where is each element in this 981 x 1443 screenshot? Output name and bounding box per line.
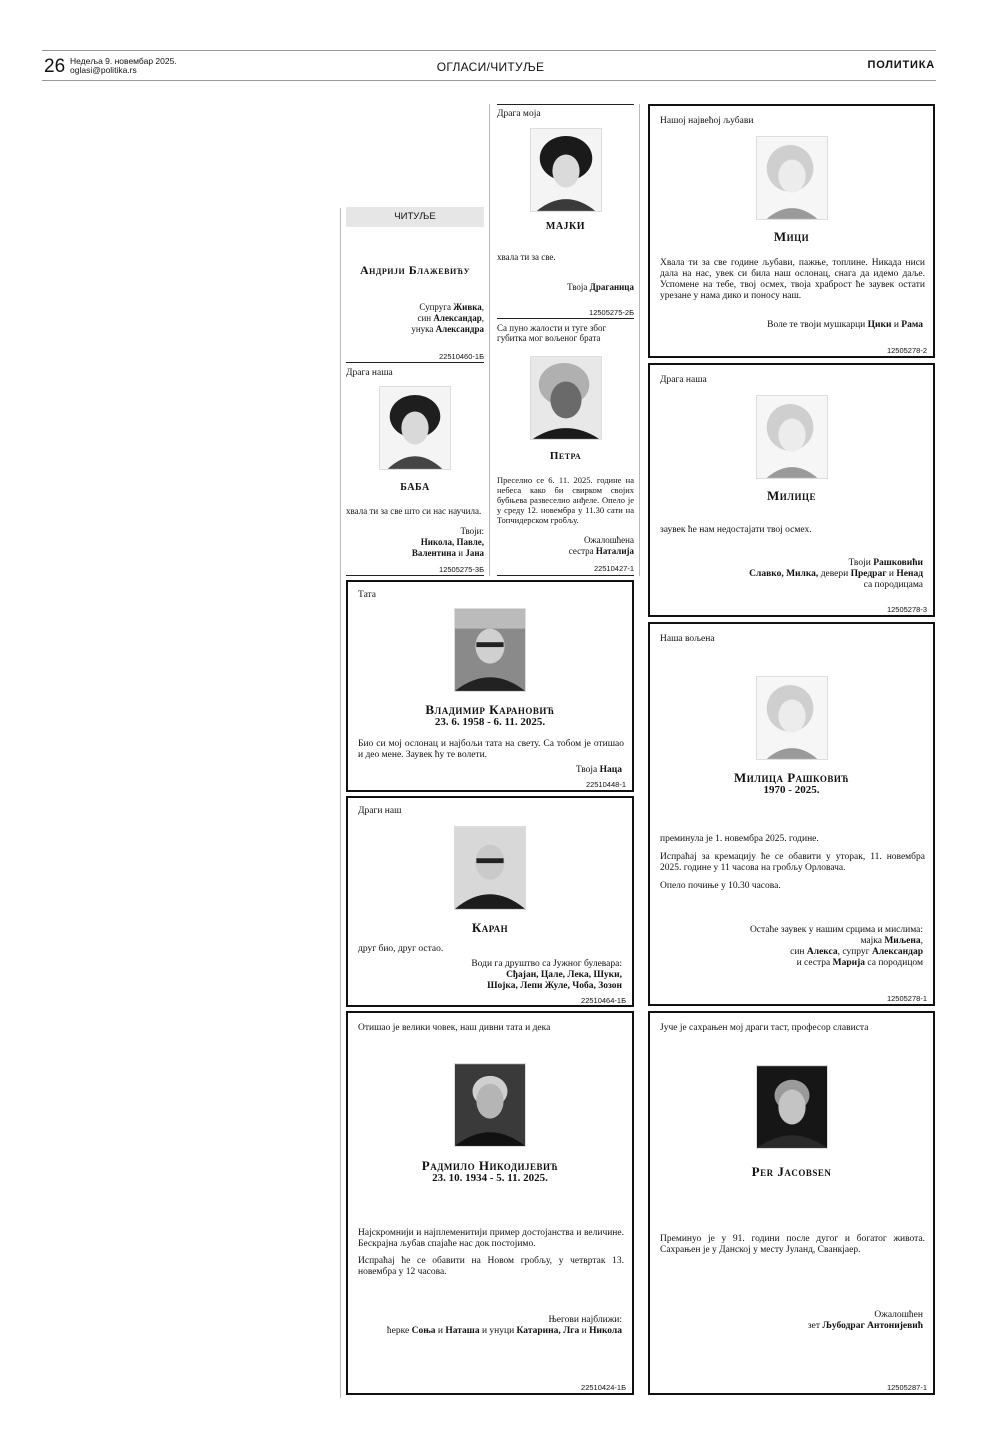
ad-code: 22510460-1Б <box>439 352 484 361</box>
intro-text: Драга моја <box>497 109 541 119</box>
signature-line: и сестра Марија са породицом <box>796 958 923 968</box>
signature: Твоја Наца <box>575 765 622 775</box>
ad-code: 22510464-1Б <box>581 996 626 1005</box>
signature: Воле те твоји мушкарци Цики и Рама <box>767 320 923 330</box>
signature-line: Води га друштво са Јужног булевара: <box>471 959 622 969</box>
message-text: заувек ће нам недостајати твој осмех. <box>660 525 812 535</box>
portrait-photo <box>756 136 828 220</box>
page-number: 26 <box>44 56 66 77</box>
ad-code: 12505275-3Б <box>439 565 484 574</box>
signature-line: зет Љубодраг Антонијевић <box>807 1321 923 1331</box>
obituary-mici <box>648 104 935 358</box>
deceased-name: Петра <box>549 450 582 462</box>
signature-line: син Александар, <box>417 313 484 323</box>
signature-line: Твоји: <box>460 526 484 536</box>
intro-text: Драга наша <box>660 375 707 385</box>
ad-code: 22510424-1Б <box>581 1383 626 1392</box>
ad-code: 12505275-2Б <box>589 308 634 317</box>
message-text: Опело почиње у 10.30 часова. <box>660 881 781 891</box>
deceased-name: Мици <box>773 229 810 244</box>
deceased-name: МАЈКИ <box>545 221 586 232</box>
signature-line: унука Александра <box>411 324 484 334</box>
intro-text: Нашој највећој љубави <box>660 116 754 126</box>
portrait-image <box>455 609 525 691</box>
divider <box>497 575 634 576</box>
obituary-per <box>648 1011 935 1395</box>
column-rule-right <box>639 104 640 576</box>
signature-line: сестра Наталија <box>568 546 634 556</box>
divider <box>497 104 634 105</box>
portrait-image <box>380 387 450 469</box>
signature-line: мајка Миљена, <box>860 936 923 946</box>
portrait-image <box>531 357 601 439</box>
message-text: Најскромнији и најплеменитији пример достојанства и величине. Бескрајна љубав спајаће нас док постојимо. <box>358 1228 624 1249</box>
portrait-image <box>757 137 827 219</box>
signature <box>497 535 634 557</box>
obituary-radmilo <box>346 1011 634 1395</box>
header-bottom-rule <box>42 80 936 81</box>
obituary-milice <box>648 363 935 617</box>
deceased-name: Милице <box>767 488 816 503</box>
divider <box>346 362 484 363</box>
signature-line: Твоји Рашковићи <box>848 558 923 568</box>
section-title: ОГЛАСИ/ЧИТУЉЕ <box>436 60 545 74</box>
portrait-image <box>531 129 601 211</box>
divider <box>346 575 484 576</box>
signature-line: Његови најближи: <box>548 1315 622 1325</box>
newspaper-logo: ПОЛИТИКА <box>867 59 935 71</box>
ad-code: 22510427-1 <box>593 564 634 573</box>
column-rule-left <box>340 208 341 1398</box>
life-dates: 1970 - 2025. <box>763 784 820 796</box>
portrait-photo <box>454 826 526 910</box>
ad-code: 12505278-3 <box>886 605 927 614</box>
portrait-image <box>757 1066 827 1148</box>
obituary-karan <box>346 796 634 1007</box>
portrait-photo <box>454 1063 526 1147</box>
intro-text: Јуче је сахрањен мој драги таст, професор слависта <box>660 1023 869 1033</box>
ad-code: 12505278-2 <box>886 346 927 355</box>
message-text: Испраћај ће се обавити на Новом гробљу, у четвртак 13. новембра у 12 часова. <box>358 1256 624 1277</box>
obituary-baba <box>346 364 484 576</box>
message-text: хвала ти за све. <box>497 252 556 262</box>
portrait-image <box>455 1064 525 1146</box>
header-top-rule <box>42 50 936 51</box>
signature <box>356 1315 622 1337</box>
signature-line: Шојка, Лепи Жуле, Чоба, Зозон <box>487 981 622 991</box>
portrait-photo <box>530 128 602 212</box>
portrait-photo <box>756 676 828 760</box>
signature-line: Никола, Павле, <box>420 537 484 547</box>
signature-line: Сђајан, Цале, Лека, Шуки, <box>506 970 622 980</box>
intro-text: Драга наша <box>346 368 393 378</box>
obituary-label: ЧИТУЉЕ <box>346 207 484 227</box>
life-dates: 23. 10. 1934 - 5. 11. 2025. <box>432 1172 548 1184</box>
portrait-photo <box>379 386 451 470</box>
column-rule-mid <box>489 104 490 576</box>
signature: Твоја Драганица <box>567 282 634 292</box>
signature <box>658 1310 923 1332</box>
signature <box>658 558 923 591</box>
signature <box>346 526 484 559</box>
deceased-name: Каран <box>471 920 509 935</box>
signature-line: син Алекса, супруг Александар <box>790 947 923 957</box>
ad-code: 12505287-1 <box>886 1383 927 1392</box>
signature <box>658 925 923 969</box>
portrait-photo <box>530 356 602 440</box>
life-dates: 23. 6. 1958 - 6. 11. 2025. <box>434 716 546 728</box>
obituary-milica <box>648 622 935 1006</box>
intro-text: Драги наш <box>358 806 402 816</box>
deceased-name: Радмило Никодијевић <box>421 1158 559 1173</box>
signature-line: са породицама <box>863 580 923 590</box>
intro-text: Са пуно жалости и туге због губитка мог вољеног брата <box>497 323 607 343</box>
intro-text: Тата <box>358 590 377 600</box>
signature-line: Валентина и Јана <box>411 548 484 558</box>
portrait-image <box>757 677 827 759</box>
divider <box>497 318 634 319</box>
signature-line: Супруга Живка, <box>419 302 484 312</box>
message-text: Преминуо је у 91. години после дугог и богатог живота. Сахрањен је у Данској у месту Јуланд, Сванкјаер. <box>660 1234 925 1255</box>
portrait-photo <box>454 608 526 692</box>
message-text: Био си мој ослонац и најбољи тата на свету. Са тобом је отишао и део мене. Заувек ћу те волети. <box>358 739 624 760</box>
intro-text: Наша вољена <box>660 634 715 644</box>
contact-email: oglasi@politika.rs <box>70 65 137 75</box>
obituary-vladimir <box>346 580 634 792</box>
message-text: хвала ти за све што си нас научила. <box>346 506 482 516</box>
portrait-image <box>455 827 525 909</box>
signature-line: Славко, Милка, девери Предраг и Ненад <box>749 569 923 579</box>
message-text: друг био, друг остао. <box>358 944 444 954</box>
obituary-andrija <box>346 207 484 362</box>
message-text: преминула је 1. новембра 2025. године. <box>660 834 819 844</box>
message-text: Преселио се 6. 11. 2025. године на небеса како би свирком својих бубњева развеселио анђеле. Опело је у среду 12. новембра у 11.30 сати на Топчидерском гробљу. <box>497 475 634 525</box>
obituary-petra <box>497 320 634 575</box>
signature-line: Ожалошћен <box>874 1310 923 1320</box>
portrait-photo <box>756 395 828 479</box>
obituary-majki <box>497 106 634 318</box>
deceased-name: Андрији Блажевићу <box>360 263 470 277</box>
message-text: Хвала ти за све године љубави, пажње, топлине. Никада ниси дала на нас, увек си била наш ослонац, снага да идемо даље. Успомене на тебе, твој осмех, твоја храброст ће заувек остати урезане у нама дико и поносу наш. <box>660 258 925 301</box>
deceased-name: Per Jacobsen <box>751 1164 832 1179</box>
signature-line: Остаће заувек у нашим срцима и мислима: <box>749 925 923 935</box>
issue-date: Недеља 9. новембар 2025. <box>70 56 177 66</box>
message-text: Испраћај за кремацију ће се обавити у уторак, 11. новембра 2025. године у 11 часова на гробљу Орловача. <box>660 852 925 873</box>
intro-text: Отишао је велики човек, наш дивни тата и дека <box>358 1023 551 1033</box>
ad-code: 12505278-1 <box>886 994 927 1003</box>
signature <box>346 302 484 335</box>
deceased-name: Владимир Карановић <box>425 702 555 717</box>
ad-code: 22510448-1 <box>585 780 626 789</box>
signature-line: ћерке Соња и Наташа и унуци Катарина, Лга и Никола <box>386 1326 622 1336</box>
signature <box>356 959 622 992</box>
portrait-photo <box>756 1065 828 1149</box>
deceased-name: БАБА <box>400 482 430 493</box>
deceased-name: Милица Рашковић <box>733 770 850 785</box>
portrait-image <box>757 396 827 478</box>
signature-line: Ожалошћена <box>583 535 634 545</box>
